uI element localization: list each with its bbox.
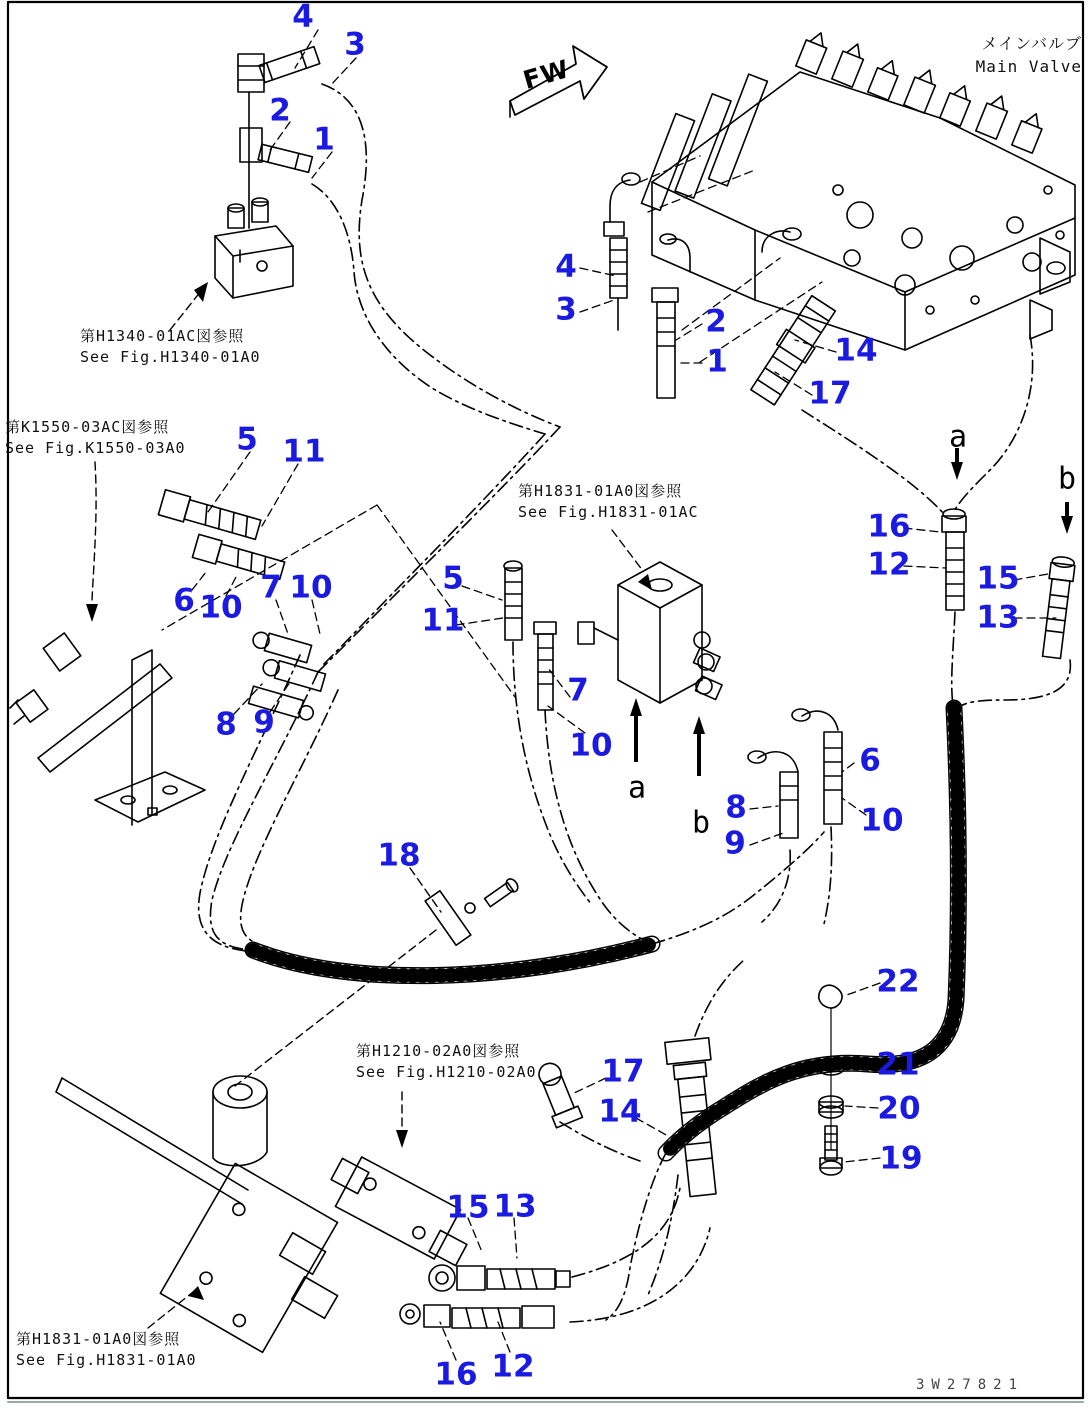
part-callout-18: 18 [377,837,421,874]
part-callout-15: 15 [446,1189,490,1226]
main-valve-label-jp: メインバルブ [981,34,1082,53]
part-callout-20: 20 [877,1090,921,1127]
part-callout-2: 2 [705,303,727,340]
part-callout-17: 17 [808,375,852,412]
fig-h1210-en: See Fig.H1210-02A0 [356,1063,537,1081]
part-callout-8: 8 [725,789,747,826]
part-callout-13: 13 [493,1188,537,1225]
main-valve-label [942,32,1082,78]
part-callout-6: 6 [173,582,195,619]
fig-h1831-center-reference [518,481,699,523]
part-callout-6: 6 [859,742,881,779]
part-callout-22: 22 [876,963,920,1000]
fig-h1831-bottom-reference [16,1329,197,1371]
part-callout-12: 12 [491,1348,535,1385]
part-callout-14: 14 [834,332,878,369]
part-callout-21: 21 [876,1046,920,1083]
part-callout-1: 1 [313,121,335,158]
part-callout-1: 1 [706,343,728,380]
part-callout-11: 11 [421,602,465,639]
part-callout-3: 3 [555,291,577,328]
part-callout-5: 5 [236,421,258,458]
fig-h1340-en: See Fig.H1340-01A0 [80,348,261,366]
main-valve-label-en: Main Valve [975,57,1082,77]
fig-h1831-center-en: See Fig.H1831-01AC [518,503,699,521]
part-callout-17: 17 [601,1053,645,1090]
part-callout-10: 10 [860,802,904,839]
part-callout-8: 8 [215,706,237,743]
fig-h1340-jp: 第H1340-01AC図参照 [80,327,245,345]
part-callout-7: 7 [567,672,589,709]
part-callout-9: 9 [724,825,746,862]
part-callout-10: 10 [289,569,333,606]
part-callout-12: 12 [867,546,911,583]
part-callout-10: 10 [199,589,243,626]
fig-k1550-en: See Fig.K1550-03A0 [5,439,186,457]
fig-h1831-center-jp: 第H1831-01A0図参照 [518,482,683,500]
flow-letter-a: a [948,419,968,455]
part-callout-5: 5 [442,560,464,597]
part-callout-16: 16 [867,508,911,545]
fig-k1550-reference [5,417,186,459]
fig-h1340-reference [80,326,261,368]
part-callout-10: 10 [569,727,613,764]
document-number: 3W27821 [916,1377,1025,1393]
part-callout-3: 3 [344,26,366,63]
fig-h1210-jp: 第H1210-02A0図参照 [356,1042,521,1060]
part-callout-13: 13 [976,599,1020,636]
fig-k1550-jp: 第K1550-03AC図参照 [5,418,170,436]
part-callout-7: 7 [260,569,282,606]
part-callout-15: 15 [976,560,1020,597]
part-callout-4: 4 [292,0,314,35]
part-callout-11: 11 [282,433,326,470]
fw-direction-label: FW [519,54,573,95]
part-callout-2: 2 [269,92,291,129]
fig-h1831-bottom-en: See Fig.H1831-01A0 [16,1351,197,1369]
flow-letter-b: b [691,805,711,841]
part-callout-19: 19 [879,1140,923,1177]
flow-letter-a: a [627,770,647,806]
fig-h1831-bottom-jp: 第H1831-01A0図参照 [16,1330,181,1348]
part-callout-16: 16 [434,1356,478,1393]
fig-h1210-reference [356,1041,537,1083]
part-callout-9: 9 [253,704,275,741]
flow-letter-b: b [1057,461,1077,497]
part-callout-14: 14 [598,1093,642,1130]
part-callout-4: 4 [555,248,577,285]
